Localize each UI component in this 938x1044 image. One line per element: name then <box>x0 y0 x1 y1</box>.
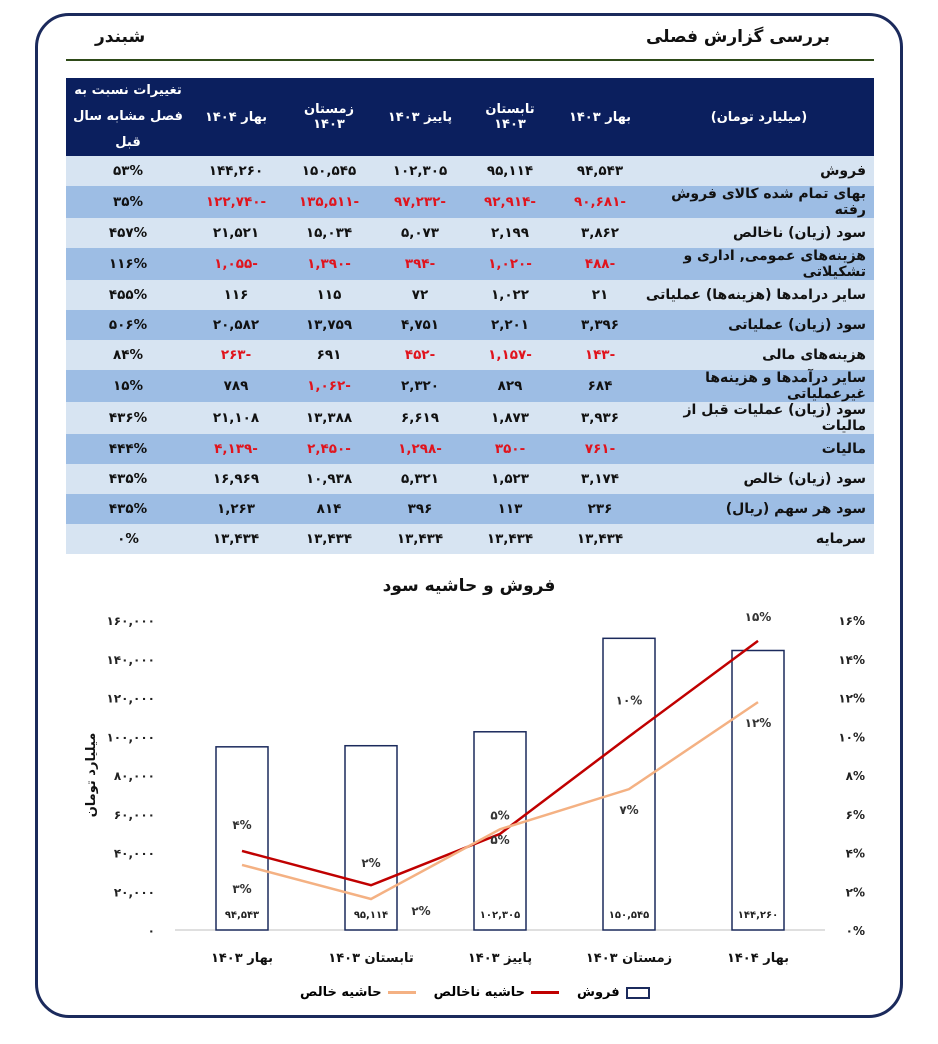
legend-item-net <box>300 985 416 1000</box>
table-cell: ۱۵۰,۵۴۵ <box>282 156 376 186</box>
table-cell: ۵۰۶% <box>66 310 190 340</box>
gross-margin-label: ۵% <box>490 832 510 847</box>
legend-item-sales <box>577 985 650 1000</box>
table-cell: ۱۱۵ <box>282 280 376 310</box>
y-tick-label: ۰ <box>147 924 155 938</box>
sales-margin-chart <box>0 600 938 985</box>
table-cell: -۱۴۳ <box>556 340 644 370</box>
table-row <box>66 370 874 402</box>
row-label: سرمایه <box>644 524 874 554</box>
row-label: سود (زیان) خالص <box>644 464 874 494</box>
row-label: سود (زیان) ناخالص <box>644 218 874 248</box>
chart-legend <box>300 985 650 1000</box>
row-label: هزینه‌های مالی <box>644 340 874 370</box>
table-cell: ۷۲ <box>376 280 464 310</box>
sales-bar <box>732 650 784 930</box>
col-header: زمستان ۱۴۰۳ <box>282 78 376 156</box>
y-tick-label: ۱۴۰,۰۰۰ <box>106 652 155 667</box>
table-cell: ۱۳,۴۳۴ <box>556 524 644 554</box>
table-cell: ۳,۸۶۲ <box>556 218 644 248</box>
sales-bar <box>345 746 397 930</box>
row-label: بهای تمام شده کالای فروش رفته <box>644 186 874 218</box>
table-row <box>66 186 874 218</box>
table-row <box>66 280 874 310</box>
symbol-name: شبندر <box>95 27 146 47</box>
table-cell: ۷۸۹ <box>190 370 282 402</box>
table-cell: ۱۱۶% <box>66 248 190 280</box>
financial-table <box>66 78 874 554</box>
y-tick-label: ۱۰۰,۰۰۰ <box>106 730 155 745</box>
row-label: فروش <box>644 156 874 186</box>
bar-value-label: ۱۵۰,۵۴۵ <box>608 910 650 921</box>
gross-margin-label: ۱۵% <box>744 609 772 624</box>
table-cell: ۵,۳۲۱ <box>376 464 464 494</box>
table-cell: ۱,۵۲۳ <box>464 464 556 494</box>
gross-margin-label: ۴% <box>232 817 252 832</box>
table-cell: ۱۰۲,۳۰۵ <box>376 156 464 186</box>
y2-tick-label: ۸% <box>845 769 865 783</box>
table-cell: ۱۳,۴۳۴ <box>376 524 464 554</box>
table-cell: ۱۰,۹۳۸ <box>282 464 376 494</box>
legend-swatch-gross <box>531 991 559 994</box>
header-divider <box>66 59 874 61</box>
table-cell: -۹۷,۲۳۲ <box>376 186 464 218</box>
table-header-row <box>66 78 874 156</box>
sales-bar <box>474 732 526 930</box>
net-margin-label: ۵% <box>490 808 510 823</box>
net-margin-label: ۳% <box>232 881 252 896</box>
table-cell: ۱۶,۹۶۹ <box>190 464 282 494</box>
table-cell: ۱۱۳ <box>464 494 556 524</box>
table-row <box>66 464 874 494</box>
table-row <box>66 402 874 434</box>
y-tick-label: ۸۰,۰۰۰ <box>113 769 155 783</box>
table-cell: ۱۳,۴۳۴ <box>464 524 556 554</box>
table-cell: -۱,۱۵۷ <box>464 340 556 370</box>
table-cell: -۹۰,۶۸۱ <box>556 186 644 218</box>
y2-tick-label: ۱۶% <box>838 614 865 628</box>
table-row <box>66 340 874 370</box>
table-row <box>66 310 874 340</box>
table-cell: ۱,۸۷۳ <box>464 402 556 434</box>
table-cell: ۶۸۴ <box>556 370 644 402</box>
table-cell: -۱,۰۲۰ <box>464 248 556 280</box>
gross-margin-label: ۱۰% <box>615 693 643 708</box>
table-cell: -۳۵۰ <box>464 434 556 464</box>
y-tick-label: ۲۰,۰۰۰ <box>113 885 155 900</box>
bar-value-label: ۱۴۴,۲۶۰ <box>737 910 779 921</box>
legend-item-gross <box>434 985 559 1000</box>
report-title: بررسی گزارش فصلی <box>645 27 830 47</box>
table-cell: ۱۳,۷۵۹ <box>282 310 376 340</box>
table-row <box>66 434 874 464</box>
table-cell: ۴۵۵% <box>66 280 190 310</box>
table-cell: ۲۳۶ <box>556 494 644 524</box>
table-cell: -۴,۱۳۹ <box>190 434 282 464</box>
table-cell: -۳۹۴ <box>376 248 464 280</box>
table-cell: -۱,۲۹۸ <box>376 434 464 464</box>
table-cell: ۵,۰۷۳ <box>376 218 464 248</box>
col-header: بهار ۱۴۰۳ <box>556 78 644 156</box>
table-cell: ۱۱۶ <box>190 280 282 310</box>
table-cell: ۴۵۷% <box>66 218 190 248</box>
table-cell: ۲,۲۰۱ <box>464 310 556 340</box>
row-label: سود (زیان) عملیاتی <box>644 310 874 340</box>
table-cell: -۱۲۲,۷۴۰ <box>190 186 282 218</box>
row-label: سایر درامدها (هزینه‌ها) عملیاتی <box>644 280 874 310</box>
table-cell: ۸۴% <box>66 340 190 370</box>
sales-bar <box>603 638 655 930</box>
y2-tick-label: ۰% <box>845 924 865 938</box>
table-cell: ۹۵,۱۱۴ <box>464 156 556 186</box>
table-row <box>66 494 874 524</box>
col-header: پاییز ۱۴۰۳ <box>376 78 464 156</box>
row-label: مالیات <box>644 434 874 464</box>
legend-label: حاشیه خالص <box>300 985 382 1000</box>
table-cell: ۴۳۵% <box>66 464 190 494</box>
y-axis-label: میلیارد تومان <box>84 732 99 818</box>
row-label: سود (زیان) عملیات قبل از مالیات <box>644 402 874 434</box>
bar-value-label: ۹۵,۱۱۴ <box>353 910 389 921</box>
table-cell: ۲۱,۱۰۸ <box>190 402 282 434</box>
table-cell: ۱۳,۳۸۸ <box>282 402 376 434</box>
y-tick-label: ۴۰,۰۰۰ <box>113 846 155 861</box>
table-cell: -۴۵۲ <box>376 340 464 370</box>
table-cell: ۱۳,۴۳۴ <box>190 524 282 554</box>
table-cell: ۱۵,۰۳۴ <box>282 218 376 248</box>
table-cell: -۱,۳۹۰ <box>282 248 376 280</box>
table-cell: ۸۱۴ <box>282 494 376 524</box>
legend-swatch-net <box>388 991 416 994</box>
table-cell: ۹۴,۵۴۳ <box>556 156 644 186</box>
table-cell: ۱,۲۶۳ <box>190 494 282 524</box>
net-margin-label: ۲% <box>411 904 431 918</box>
bar-value-label: ۱۰۲,۳۰۵ <box>479 910 521 921</box>
y2-tick-label: ۴% <box>845 846 865 861</box>
table-cell: ۱۵% <box>66 370 190 402</box>
table-cell: -۲۶۳ <box>190 340 282 370</box>
x-tick-label: پاییز ۱۴۰۳ <box>467 951 533 966</box>
sales-bar <box>216 747 268 930</box>
row-label: سود هر سهم (ریال) <box>644 494 874 524</box>
y-tick-label: ۱۲۰,۰۰۰ <box>106 691 155 706</box>
table-cell: ۶,۶۱۹ <box>376 402 464 434</box>
table-cell: ۴۳۵% <box>66 494 190 524</box>
gross-margin-label: ۲% <box>361 856 381 871</box>
col-header: بهار ۱۴۰۴ <box>190 78 282 156</box>
table-cell: ۱,۰۲۲ <box>464 280 556 310</box>
table-cell: -۱۳۵,۵۱۱ <box>282 186 376 218</box>
x-tick-label: بهار ۱۴۰۳ <box>210 951 274 966</box>
x-tick-label: تابستان ۱۴۰۳ <box>328 951 414 966</box>
col-header: (میلیارد تومان) <box>644 78 874 156</box>
legend-label: حاشیه ناخالص <box>433 985 526 1000</box>
table-cell: ۲۱ <box>556 280 644 310</box>
table-cell: ۳,۹۳۶ <box>556 402 644 434</box>
y2-tick-label: ۲% <box>845 885 865 900</box>
table-cell: ۳,۳۹۶ <box>556 310 644 340</box>
col-header: تابستان ۱۴۰۳ <box>464 78 556 156</box>
col-header: تغییرات نسبت به فصل مشابه سال قبل <box>66 78 190 156</box>
table-row <box>66 248 874 280</box>
table-cell: ۴۳۶% <box>66 402 190 434</box>
table-cell: ۲۱,۵۲۱ <box>190 218 282 248</box>
row-label: هزینه‌های عمومی, اداری و تشکیلاتی <box>644 248 874 280</box>
table-cell: ۰% <box>66 524 190 554</box>
table-cell: -۱,۰۵۵ <box>190 248 282 280</box>
table-cell: ۲,۱۹۹ <box>464 218 556 248</box>
table-cell: ۱۳,۴۳۴ <box>282 524 376 554</box>
table-cell: ۴۴۴% <box>66 434 190 464</box>
y2-tick-label: ۱۲% <box>838 691 865 706</box>
table-cell: ۱۴۴,۲۶۰ <box>190 156 282 186</box>
table-cell: -۴۸۸ <box>556 248 644 280</box>
y-tick-label: ۶۰,۰۰۰ <box>113 807 155 822</box>
net-margin-label: ۷% <box>619 803 639 818</box>
x-tick-label: زمستان ۱۴۰۳ <box>585 951 673 966</box>
y-tick-label: ۱۶۰,۰۰۰ <box>106 614 155 628</box>
table-cell: ۳۹۶ <box>376 494 464 524</box>
table-cell: ۵۳% <box>66 156 190 186</box>
table-cell: ۲۰,۵۸۲ <box>190 310 282 340</box>
row-label: سایر درآمدها و هزینه‌ها غیرعملیاتی <box>644 370 874 402</box>
table-cell: -۱,۰۶۲ <box>282 370 376 402</box>
table-cell: ۲,۳۲۰ <box>376 370 464 402</box>
table-cell: -۷۶۱ <box>556 434 644 464</box>
table-cell: ۴,۷۵۱ <box>376 310 464 340</box>
legend-label: فروش <box>577 985 620 1000</box>
table-cell: -۹۲,۹۱۴ <box>464 186 556 218</box>
table-cell: -۲,۴۵۰ <box>282 434 376 464</box>
bar-value-label: ۹۴,۵۴۳ <box>224 910 260 921</box>
legend-swatch-sales <box>626 987 650 999</box>
table-cell: ۶۹۱ <box>282 340 376 370</box>
table-cell: ۳۵% <box>66 186 190 218</box>
y2-tick-label: ۱۰% <box>838 730 865 745</box>
table-cell: ۸۲۹ <box>464 370 556 402</box>
table-row <box>66 218 874 248</box>
y2-tick-label: ۶% <box>845 807 865 822</box>
table-row <box>66 524 874 554</box>
table-row <box>66 156 874 186</box>
x-tick-label: بهار ۱۴۰۴ <box>726 951 790 966</box>
table-cell: ۳,۱۷۴ <box>556 464 644 494</box>
net-margin-label: ۱۲% <box>744 716 772 731</box>
y2-tick-label: ۱۴% <box>838 652 865 667</box>
chart-title: فروش و حاشیه سود <box>382 576 556 596</box>
